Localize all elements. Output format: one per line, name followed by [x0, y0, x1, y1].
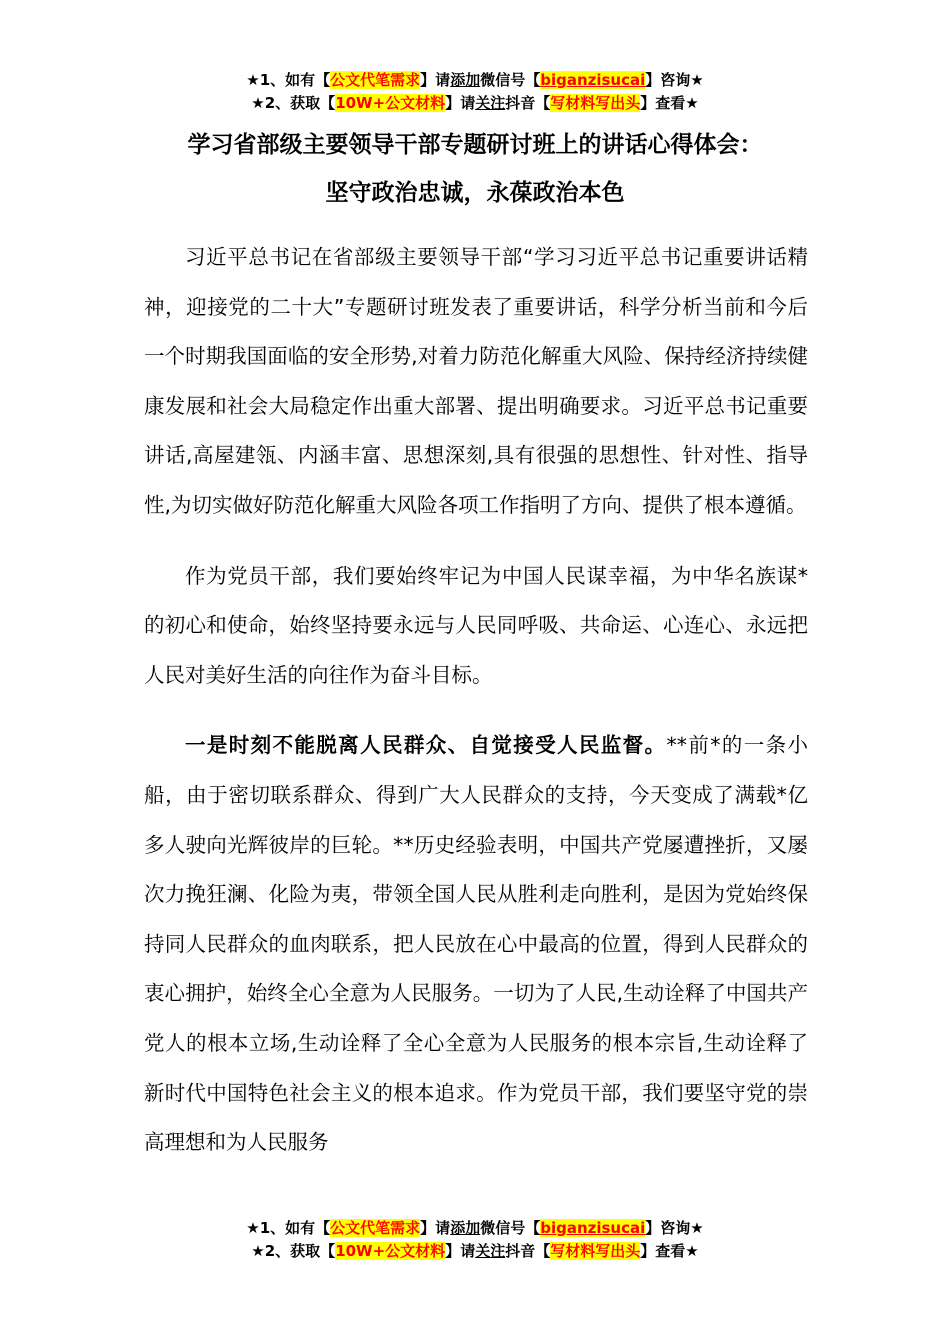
section-1-body: **前*的一条小船，由于密切联系群众、得到广大人民群众的支持，今天变成了满载*亿多人驶向光辉彼岸的巨轮。**历史经验表明，中国共产党屡遭挫折，又屡次力挽狂澜、化险为夷，带领全国人民从胜利走向胜利，是因为党始终保持同人民群众的血肉联系，把人民放在心中最高的位置，得到人民群众的衷心拥护，始终全心全意为人民服务。一切为了人民,生动诠释了中国共产党人的根本立场,生动诠释了全心全意为人民服务的根本宗旨,生动诠释了新时代中国特色社会主义的根本追求。作为党员干部，我们要坚守党的崇高理想和为人民服务 — [144, 733, 809, 1155]
banner-text: 】咨询★ — [645, 1219, 704, 1237]
banner-highlight: biganzisucai — [540, 1219, 646, 1237]
banner-underline: 添加 — [450, 71, 481, 89]
banner-highlight: 10W+公文材料 — [335, 1242, 446, 1260]
banner-highlight: 公文代笔需求 — [330, 1219, 421, 1237]
footer-banner — [0, 1217, 950, 1263]
banner-underline: 添加 — [450, 1219, 481, 1237]
banner-highlight: biganzisucai — [540, 71, 646, 89]
banner-text: 】查看★ — [640, 94, 699, 112]
banner-text: 抖音【 — [505, 1242, 551, 1260]
banner-line-1 — [0, 1217, 950, 1240]
banner-underline: 关注 — [475, 94, 506, 112]
banner-text: ★2、获取【 — [251, 94, 336, 112]
banner-text: 微信号【 — [480, 71, 541, 89]
banner-text: ★1、如有【 — [246, 1219, 331, 1237]
header-banner — [0, 69, 950, 115]
banner-text: 】请 — [445, 1242, 476, 1260]
paragraph-section-1 — [144, 721, 808, 1167]
paragraph-mission: 作为党员干部，我们要始终牢记为中国人民谋幸福，为中华名族谋*的初心和使命，始终坚持要永远与人民同呼吸、共命运、心连心、永远把人民对美好生活的向往作为奋斗目标。 — [144, 563, 808, 687]
banner-text: 】请 — [445, 94, 476, 112]
banner-highlight: 10W+公文材料 — [335, 94, 446, 112]
banner-text: ★1、如有【 — [246, 71, 331, 89]
banner-line-2 — [0, 1240, 950, 1263]
banner-highlight: 公文代笔需求 — [330, 71, 421, 89]
banner-highlight: 写材料写出头 — [550, 1242, 641, 1260]
banner-text: 】查看★ — [640, 1242, 699, 1260]
banner-text: 微信号【 — [480, 1219, 541, 1237]
document-title-line-1: 学习省部级主要领导干部专题研讨班上的讲话心得体会： — [187, 132, 763, 158]
section-1-lead: 一是时刻不能脱离人民群众、自觉接受人民监督。 — [185, 733, 667, 758]
banner-line-1 — [0, 69, 950, 92]
banner-text: 】请 — [420, 1219, 451, 1237]
banner-text: 抖音【 — [505, 94, 551, 112]
document-body — [144, 233, 808, 1168]
banner-text: 】请 — [420, 71, 451, 89]
banner-line-2 — [0, 92, 950, 115]
document-title-line-2: 坚守政治忠诚，永葆政治本色 — [325, 180, 625, 206]
banner-underline: 关注 — [475, 1242, 506, 1260]
paragraph-intro: 习近平总书记在省部级主要领导干部“学习习近平总书记重要讲话精神，迎接党的二十大”专题研讨班发表了重要讲话，科学分析当前和今后一个时期我国面临的安全形势,对着力防范化解重大风险、保持经济持续健康发展和社会大局稳定作出重大部署、提出明确要求。习近平总书记重要讲话,高屋建瓴、内涵丰富、思想深刻,具有很强的思想性、针对性、指导性,为切实做好防范化解重大风险各项工作指明了方向、提供了根本遵循。 — [144, 245, 808, 517]
banner-highlight: 写材料写出头 — [550, 94, 641, 112]
banner-text: ★2、获取【 — [251, 1242, 336, 1260]
banner-text: 】咨询★ — [645, 71, 704, 89]
